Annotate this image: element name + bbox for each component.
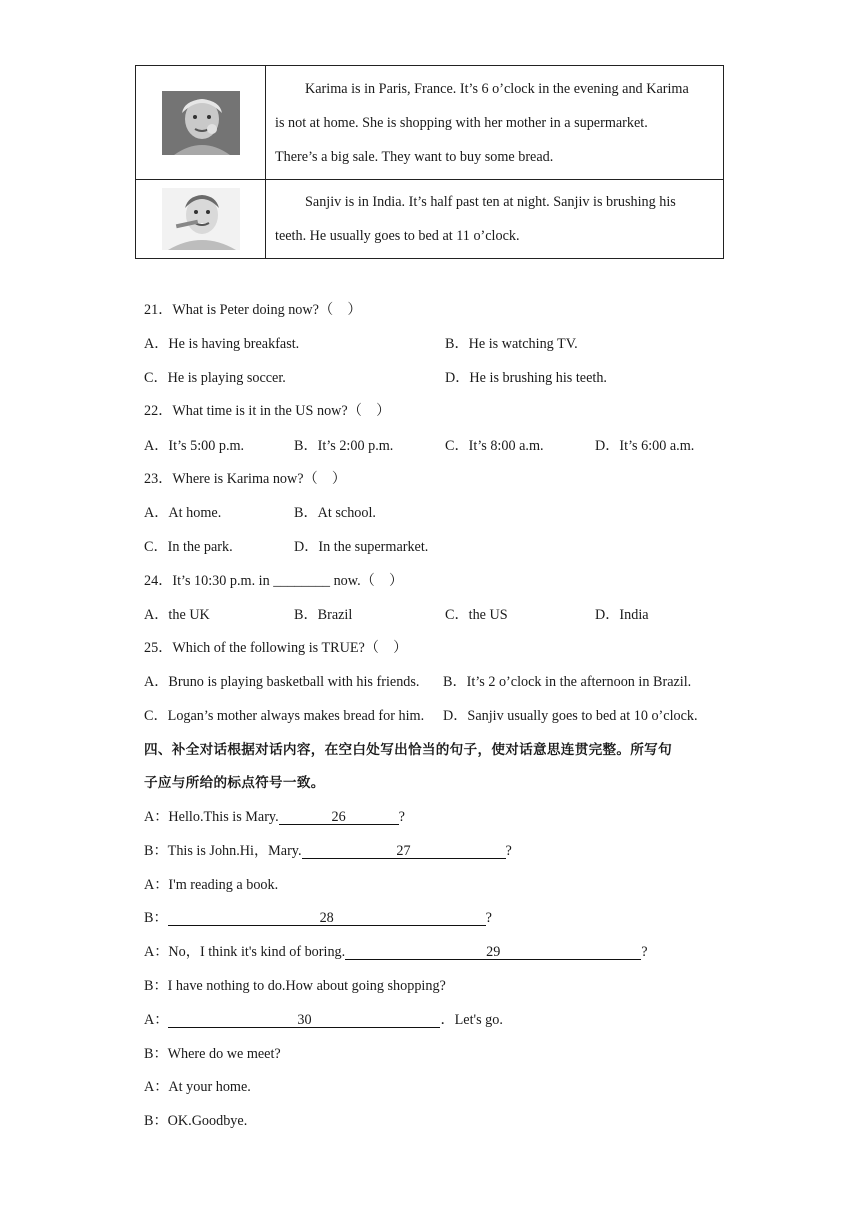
answer-blank[interactable] bbox=[279, 808, 399, 825]
dialogue-suffix: ．Let's go. bbox=[440, 1012, 503, 1028]
dialogue-line: B：OK.Goodbye. bbox=[144, 1113, 248, 1129]
section-heading: 子应与所给的标点符号一致。 bbox=[144, 775, 325, 791]
dialogue-prefix: A：Hello.This is Mary. bbox=[144, 809, 279, 825]
dialogue-prefix: A：No，I think it's kind of boring. bbox=[144, 944, 346, 960]
dialogue-line: B：I have nothing to do.How about going shopping? bbox=[144, 978, 446, 994]
boy-brushing-teeth-photo bbox=[162, 188, 240, 250]
answer-blank[interactable] bbox=[168, 1011, 440, 1028]
table-row bbox=[136, 66, 724, 180]
option-d[interactable]: D．He is brushing his teeth. bbox=[445, 370, 607, 386]
passage-line: is not at home. She is shopping with her mother in a supermarket. bbox=[275, 114, 648, 131]
dialogue-suffix: ? bbox=[485, 910, 492, 926]
question-stem: 22．What time is it in the US now?（ ） bbox=[144, 403, 391, 419]
dialogue-line: A：At your home. bbox=[144, 1079, 251, 1095]
option-c[interactable]: C．In the park. bbox=[144, 539, 233, 555]
option-a[interactable]: A．Bruno is playing basketball with his friends. bbox=[144, 674, 420, 690]
dialogue-line bbox=[144, 908, 492, 928]
option-b[interactable]: B．At school. bbox=[294, 505, 376, 521]
option-d[interactable]: D．India bbox=[595, 607, 649, 623]
answer-blank[interactable] bbox=[345, 943, 641, 960]
dialogue-line: B：Where do we meet? bbox=[144, 1046, 281, 1062]
question-stem: 21．What is Peter doing now?（ ） bbox=[144, 302, 362, 318]
dialogue-suffix: ? bbox=[398, 809, 405, 825]
answer-blank[interactable] bbox=[302, 842, 506, 859]
question-stem: 25．Which of the following is TRUE?（ ） bbox=[144, 640, 408, 656]
dialogue-suffix: ? bbox=[505, 843, 512, 859]
passage-line: Sanjiv is in India. It’s half past ten at night. Sanjiv is brushing his bbox=[305, 194, 676, 210]
blank-number: 28 bbox=[319, 910, 334, 926]
blank-number: 30 bbox=[297, 1012, 312, 1028]
option-c[interactable]: C．Logan’s mother always makes bread for him. bbox=[144, 708, 425, 724]
option-c[interactable]: C．the US bbox=[445, 607, 508, 623]
blank-number: 29 bbox=[486, 944, 501, 960]
sanjiv-passage bbox=[266, 180, 724, 259]
blank-number: 27 bbox=[396, 843, 411, 859]
option-a[interactable]: A．It’s 5:00 p.m. bbox=[144, 438, 245, 454]
dialogue-prefix: B：This is John.Hi，Mary. bbox=[144, 843, 302, 859]
reading-table bbox=[135, 65, 724, 259]
option-d[interactable]: D．Sanjiv usually goes to bed at 10 o’clock. bbox=[443, 708, 698, 724]
dialogue-line: A：I'm reading a book. bbox=[144, 877, 279, 893]
table-row bbox=[136, 180, 724, 259]
option-a[interactable]: A．the UK bbox=[144, 607, 210, 623]
option-d[interactable]: D．In the supermarket. bbox=[294, 539, 429, 555]
dialogue-line bbox=[144, 841, 512, 861]
karima-passage bbox=[266, 66, 724, 180]
option-a[interactable]: A．He is having breakfast. bbox=[144, 336, 300, 352]
option-b[interactable]: B．It’s 2 o’clock in the afternoon in Brazil. bbox=[443, 674, 692, 690]
girl-eating-photo bbox=[162, 91, 240, 155]
passage-line: teeth. He usually goes to bed at 11 o’clock. bbox=[275, 228, 520, 244]
answer-blank[interactable] bbox=[168, 909, 486, 926]
option-b[interactable]: B．He is watching TV. bbox=[445, 336, 578, 352]
dialogue-line bbox=[144, 942, 648, 962]
question-stem: 24．It’s 10:30 p.m. in ________ now.（ ） bbox=[144, 573, 404, 589]
dialogue-line bbox=[144, 807, 405, 827]
option-b[interactable]: B．It’s 2:00 p.m. bbox=[294, 438, 394, 454]
question-stem: 23．Where is Karima now?（ ） bbox=[144, 471, 347, 487]
option-a[interactable]: A．At home. bbox=[144, 505, 222, 521]
option-b[interactable]: B．Brazil bbox=[294, 607, 353, 623]
section-heading: 四、补全对话根据对话内容，在空白处写出恰当的句子，使对话意思连贯完整。所写句 bbox=[144, 742, 672, 758]
photo-cell bbox=[136, 180, 266, 259]
dialogue-prefix: A： bbox=[144, 1012, 169, 1028]
photo-cell bbox=[136, 66, 266, 180]
dialogue-prefix: B： bbox=[144, 910, 168, 926]
option-c[interactable]: C．He is playing soccer. bbox=[144, 370, 286, 386]
option-d[interactable]: D．It’s 6:00 a.m. bbox=[595, 438, 695, 454]
dialogue-suffix: ? bbox=[641, 944, 648, 960]
dialogue-line bbox=[144, 1010, 503, 1030]
passage-line: Karima is in Paris, France. It’s 6 o’clock in the evening and Karima bbox=[305, 80, 689, 97]
passage-line: There’s a big sale. They want to buy some bread. bbox=[275, 148, 554, 165]
blank-number: 26 bbox=[331, 809, 346, 825]
option-c[interactable]: C．It’s 8:00 a.m. bbox=[445, 438, 544, 454]
